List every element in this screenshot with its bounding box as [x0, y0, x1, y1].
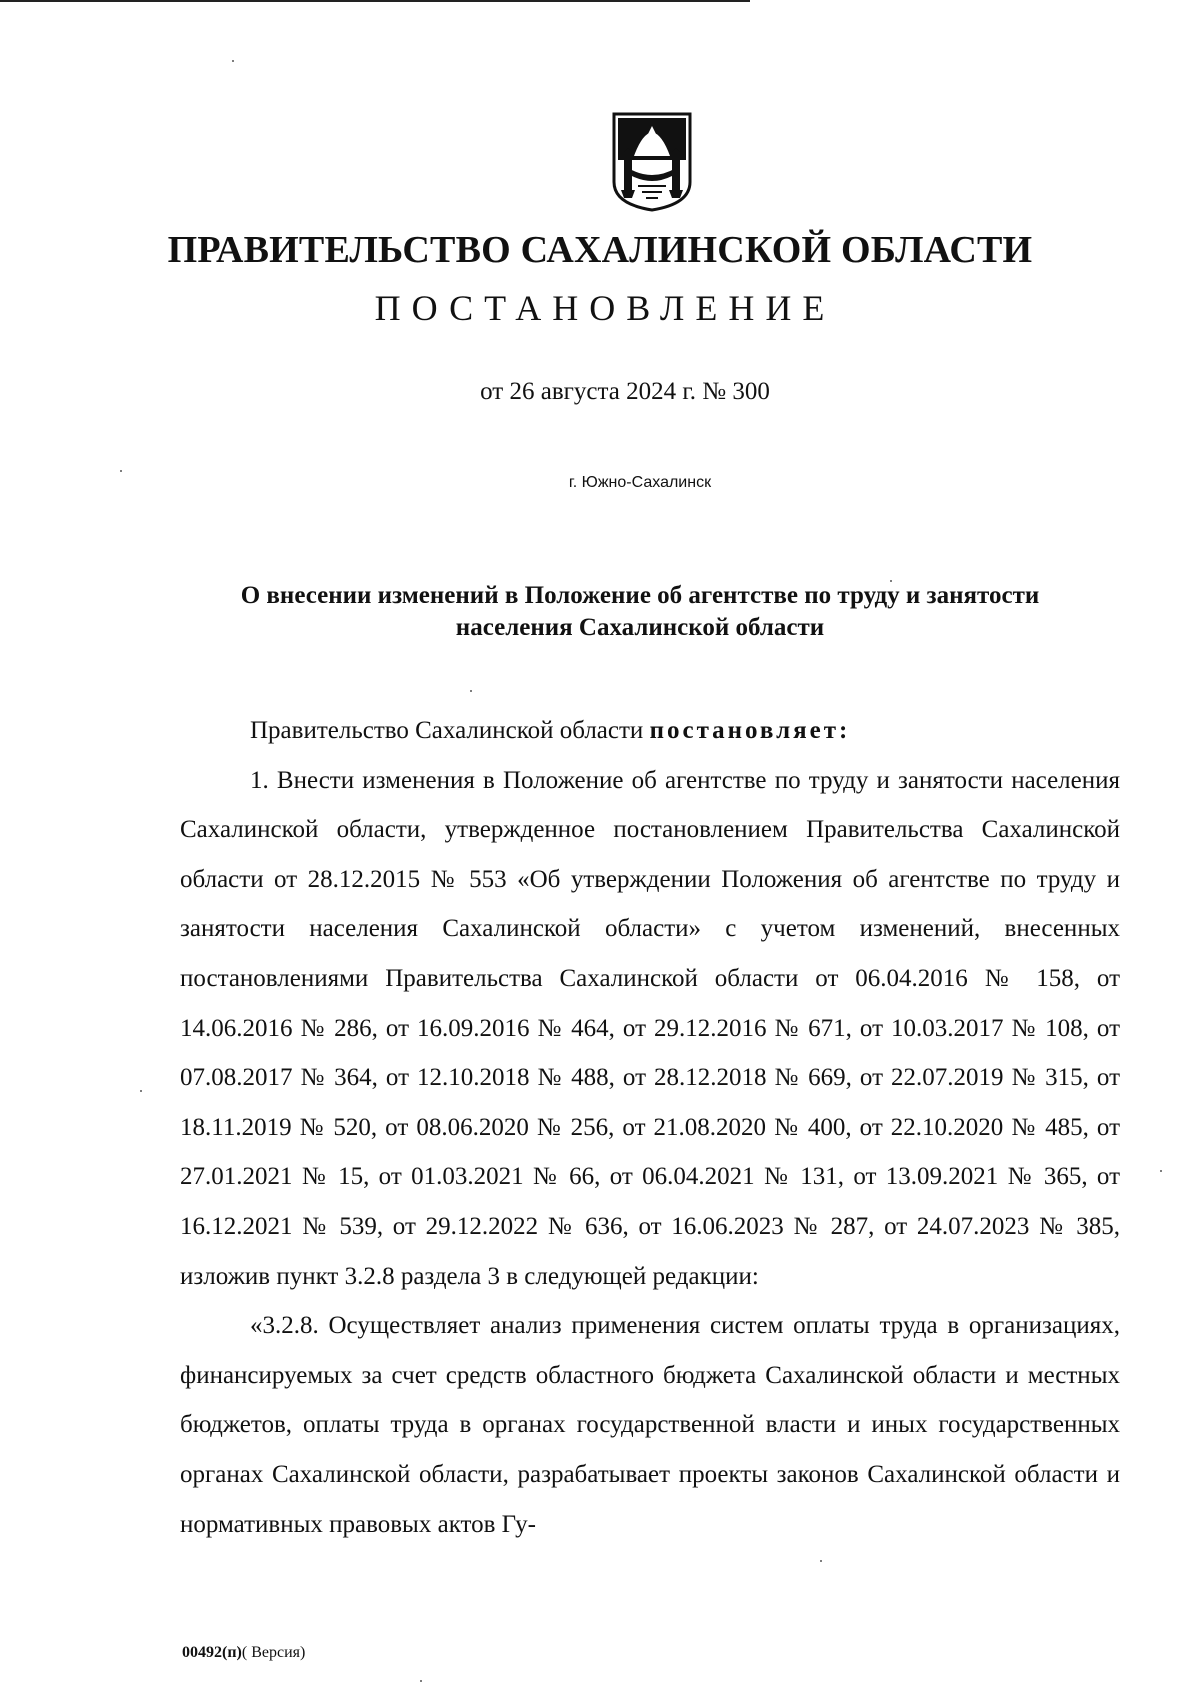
- footer-code: 00492(п): [182, 1644, 242, 1661]
- paragraph-2: «3.2.8. Осуществляет анализ применения систем оплаты труда в организациях, финансируемых за счет средств областного бюджета Сахалинской области и местных бюджетов, оплаты труда в органах государственной власти и иных государственных органах Сахалинской области, разрабатывает проекты законов Сахалинской области и нормативных правовых актов Гу-: [180, 1312, 1120, 1538]
- document-type: ПОСТАНОВЛЕНИЕ: [374, 288, 836, 328]
- intro-paragraph: [180, 706, 1120, 756]
- document-body: [180, 706, 1120, 1549]
- paragraph-1: 1. Внести изменения в Положение об агентстве по труду и занятости населения Сахалинской области, утвержденное постановлением Правительства Сахалинской области от 28.12.2015 № 553 «Об утверждении Положения об агентстве по труду и занятости населения Сахалинской области» с учетом изменений, внесенных постановлениями Правительства Сахалинской области от 06.04.2016 № 158, от 14.06.2016 № 286, от 16.09.2016 № 464, от 29.12.2016 № 671, от 10.03.2017 № 108, от 07.08.2017 № 364, от 12.10.2018 № 488, от 28.12.2018 № 669, от 22.07.2019 № 315, от 18.11.2019 № 520, от 08.06.2020 № 256, от 21.08.2020 № 400, от 22.10.2020 № 485, от 27.01.2021 № 15, от 01.03.2021 № 66, от 06.04.2021 № 131, от 13.09.2021 № 365, от 16.12.2021 № 539, от 29.12.2022 № 636, от 16.06.2023 № 287, от 24.07.2023 № 385, изложив пункт 3.2.8 раздела 3 в следующей редакции:: [180, 766, 1120, 1290]
- document-city: г. Южно-Сахалинск: [568, 474, 712, 491]
- scan-speck: [120, 470, 122, 472]
- government-title: ПРАВИТЕЛЬСТВО САХАЛИНСКОЙ ОБЛАСТИ: [167, 229, 1033, 271]
- sakhalin-coat-of-arms-icon: [604, 112, 700, 212]
- scan-speck: [820, 1560, 822, 1562]
- scan-speck: [420, 1680, 422, 1682]
- scan-speck: [232, 60, 234, 62]
- intro-emphasis: постановляет:: [649, 717, 851, 744]
- scan-speck: [1160, 1170, 1162, 1172]
- document-subject: [180, 580, 1100, 644]
- document-date-number: от 26 августа 2024 г. № 300: [480, 378, 770, 405]
- scan-top-edge: [0, 0, 750, 2]
- scan-speck: [140, 1090, 142, 1092]
- intro-text: Правительство Сахалинской области: [250, 717, 650, 744]
- footer-document-code: [182, 1644, 305, 1662]
- subject-line-1: О внесении изменений в Положение об агентстве по труду и занятости: [240, 582, 1040, 609]
- scan-speck: [890, 580, 892, 582]
- subject-line-2: населения Сахалинской области: [455, 614, 825, 641]
- footer-version: ( Версия): [241, 1644, 306, 1661]
- scan-speck: [470, 690, 472, 692]
